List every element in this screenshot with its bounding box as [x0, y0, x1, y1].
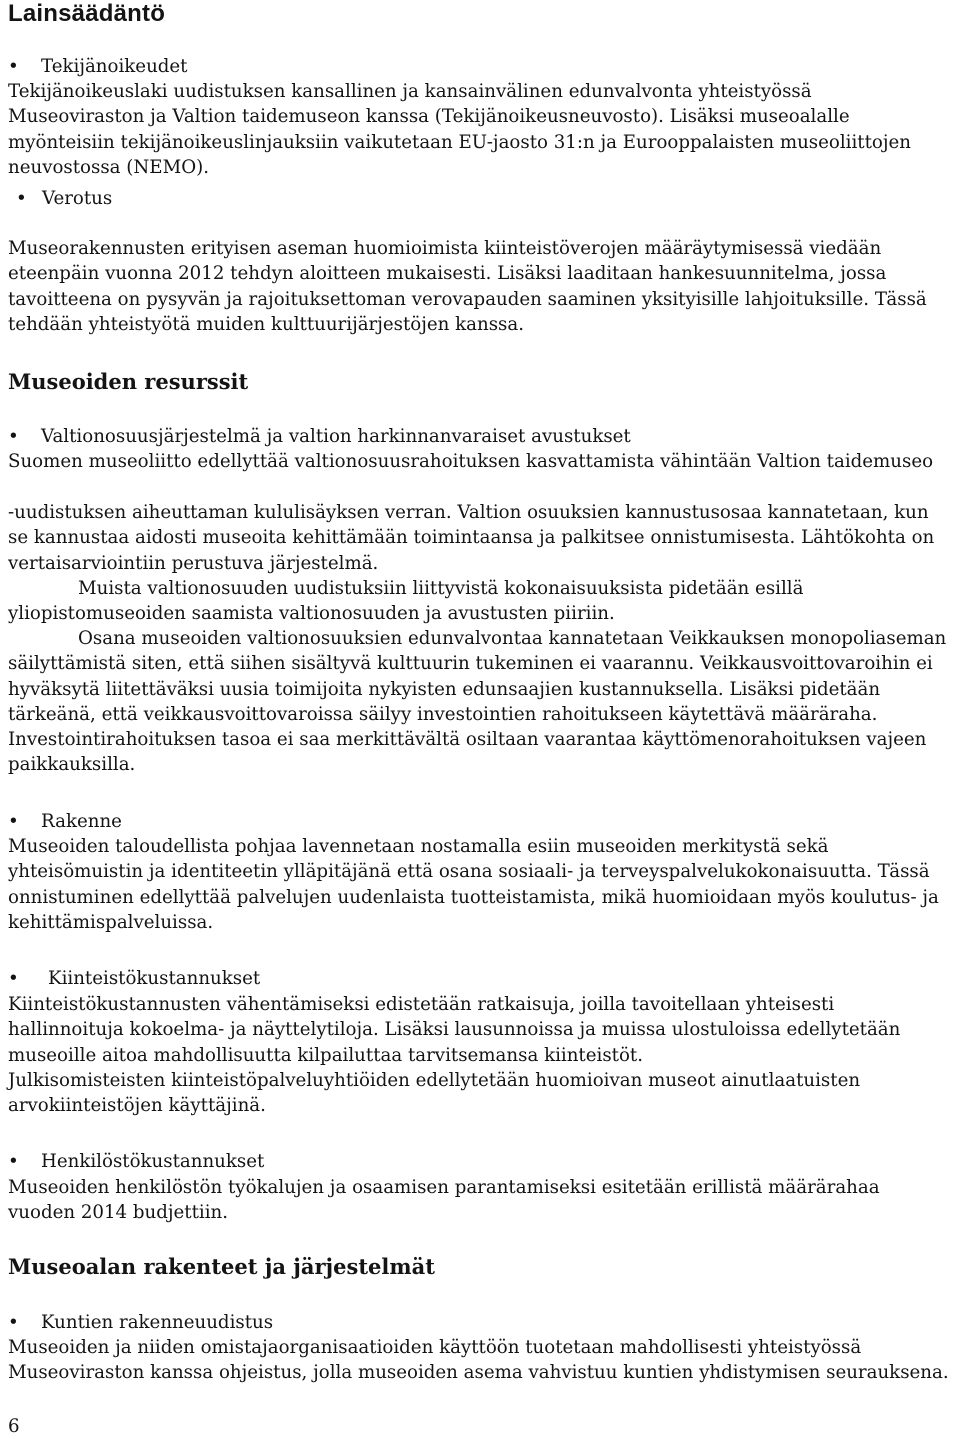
paragraph-copyright: Tekijänoikeuslaki uudistuksen kansallinen ja kansainvälinen edunvalvonta yhteistyössä Museoviraston ja Valtion taidemuseon kanssa (Tekijänoikeusneuvosto). Lisäksi museoalalle myönteisiin tekijänoikeuslinjauksiin vaikutetaan EU-jaosto 31:n ja Eurooppalaisten museoliittojen neuvostossa (NEMO).: [8, 81, 911, 178]
bullet-label: Kiinteistökustannukset: [48, 968, 261, 989]
paragraph-property-1: Kiinteistökustannusten vähentämiseksi edistetään ratkaisuja, joilla tavoitellaan yhteisesti hallinnoituja kokoelma- ja näyttelytiloja. Lisäksi lausunnoissa ja muissa ulostuloissa edellytetään museoille aitoa mahdollisuutta kilpailuttaa tarvitsemansa kiinteistöt.: [8, 994, 901, 1066]
paragraph-state-4: Osana museoiden valtionosuuksien edunvalvontaa kannatetaan Veikkauksen monopoliaseman säilyttämistä siten, että siihen sisältyvä kulttuurin tukeminen ei vaarannu. Veikkausvoittovaroihin ei hyväksytä liitettäväksi uusia toimijoita nykyisten edunsaajien kustannuksella. Lisäksi pidetään tärkeänä, että veikkausvoittovaroissa säilyy investointien rahoitukseen käytettävä määräraha. Investointirahoituksen tasoa ei saa merkittävältä osiltaan vaarantaa käyttömenorahoituksen vajeen paikkauksilla.: [8, 628, 947, 776]
bullet-dot: •: [8, 426, 19, 447]
bullet-label: Henkilöstökustannukset: [41, 1151, 265, 1172]
paragraph-municipal: Museoiden ja niiden omistajaorganisaatioiden käyttöön tuotetaan mahdollisesti yhteistyössä Museoviraston kanssa ohjeistus, jolla museoiden asema vahvistuu kuntien yhdistymisen seurauksena.: [8, 1337, 949, 1384]
section-heading-structures: Museoalan rakenteet ja järjestelmät: [8, 1254, 435, 1279]
page-number: 6: [8, 1416, 20, 1437]
bullet-dot: •: [8, 968, 19, 989]
bullet-label: Kuntien rakenneuudistus: [41, 1312, 274, 1333]
section-heading-resources: Museoiden resurssit: [8, 369, 249, 394]
bullet-dot: •: [8, 56, 19, 77]
bullet-dot: •: [16, 188, 27, 209]
paragraph-structure: Museoiden taloudellista pohjaa lavennetaan nostamalla esiin museoiden merkitystä sekä yhteisömuistin ja identiteetin ylläpitäjänä että osana sosiaali- ja terveyspalvelukokonaisuutta. Tässä onnistuminen edellyttää palvelujen uudenlaista tuotteistamista, mikä huomioidaan myös koulutus- ja kehittämispalveluissa.: [8, 836, 939, 933]
main-heading: Lainsäädäntö: [8, 0, 166, 27]
paragraph-state-3: Muista valtionosuuden uudistuksiin liittyvistä kokonaisuuksista pidetään esillä yliopistomuseoiden saamista valtionosuuden ja avustusten piiriin.: [8, 578, 804, 625]
paragraph-staff: Museoiden henkilöstön työkalujen ja osaamisen parantamiseksi esitetään erillistä määrärahaa vuoden 2014 budjettiin.: [8, 1177, 880, 1224]
bullet-dot: •: [8, 1151, 19, 1172]
bullet-dot: •: [8, 1312, 19, 1333]
bullet-label: Verotus: [42, 188, 113, 209]
bullet-label: Tekijänoikeudet: [41, 56, 188, 77]
bullet-dot: •: [8, 811, 19, 832]
paragraph-property-2: Julkisomisteisten kiinteistöpalveluyhtiöiden edellytetään huomioivan museot ainutlaatuisten arvokiinteistöjen käyttäjinä.: [8, 1070, 861, 1117]
paragraph-state-2: -uudistuksen aiheuttaman kululisäyksen verran. Valtion osuuksien kannustusosaa kannatetaan, kun se kannustaa aidosti museoita kehittämään toimintaansa ja palkitsee onnistumisesta. Lähtökohta on vertaisarviointiin perustuva järjestelmä.: [8, 502, 935, 574]
bullet-label: Rakenne: [41, 811, 122, 832]
paragraph-state-1: Suomen museoliitto edellyttää valtionosuusrahoituksen kasvattamista vähintään Valtion taidemuseo: [8, 451, 934, 472]
paragraph-tax: Museorakennusten erityisen aseman huomioimista kiinteistöverojen määräytymisessä viedään eteenpäin vuonna 2012 tehdyn aloitteen mukaisesti. Lisäksi laaditaan hankesuunnitelma, jossa tavoitteena on pysyvän ja rajoituksettoman verovapauden saaminen yksityisille lahjoituksille. Tässä tehdään yhteistyötä muiden kulttuurijärjestöjen kanssa.: [8, 238, 927, 335]
bullet-label: Valtionosuusjärjestelmä ja valtion harkinnanvaraiset avustukset: [41, 426, 631, 447]
